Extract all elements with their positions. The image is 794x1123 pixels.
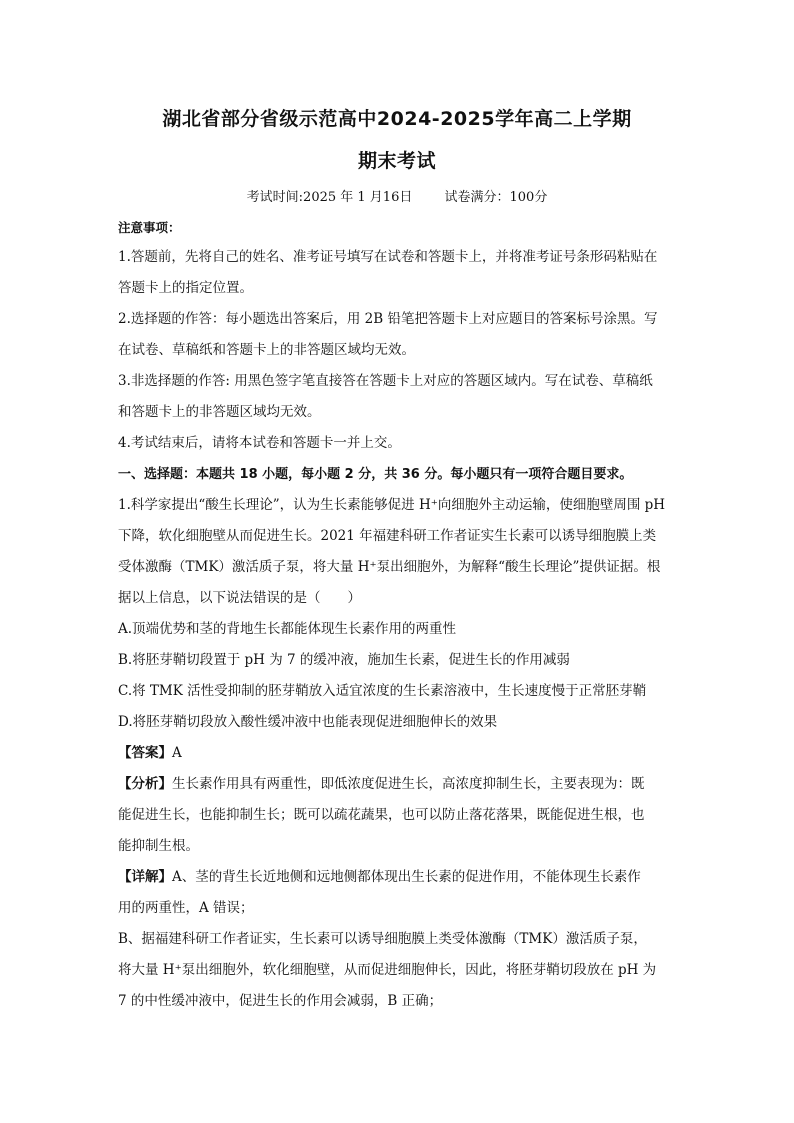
question-stem-line: 1.科学家提出“酸生长理论”，认为生长素能够促进 H⁺向细胞外主动运输，使细胞壁周围 pH — [118, 497, 666, 513]
notice-line: 和答题卡上的非答题区域均无效。 — [118, 404, 321, 420]
detail-line: 7 的中性缓冲液中，促进生长的作用会减弱，B 正确； — [118, 993, 443, 1009]
title-line-2: 期末考试 — [357, 150, 436, 172]
notice-line: 2.选择题的作答：每小题选出答案后，用 2B 铅笔把答题卡上对应题目的答案标号涂黑。写 — [118, 311, 658, 327]
answer-line — [118, 738, 678, 769]
notice-line: 3.非选择题的作答: 用黑色签字笔直接答在答题卡上对应的答题区域内。写在试卷、草稿纸 — [118, 373, 653, 389]
analysis-line: 能抑制生根。 — [118, 838, 199, 854]
full-score: 试卷满分：100分 — [444, 190, 548, 205]
detail-line: 将大量 H⁺泵出细胞外，软化细胞壁，从而促进细胞伸长，因此，将胚芽鞘切段放在 pH 为 — [118, 962, 657, 978]
notice-heading: 注意事项： — [118, 220, 181, 235]
notice-line: 在试卷、草稿纸和答题卡上的非答题区域均无效。 — [118, 342, 415, 358]
analysis-line: 能促进生长，也能抑制生长；既可以疏花蔬果，也可以防止落花落果，既能促进生根，也 — [118, 807, 645, 823]
notice-line: 4.考试结束后，请将本试卷和答题卡一并上交。 — [118, 435, 401, 451]
question-stem-line: 下降，软化细胞壁从而促进生长。2021 年福建科研工作者证实生长素可以诱导细胞膜上类 — [118, 528, 657, 544]
section-heading: 一、选择题：本题共 18 小题，每小题 2 分，共 36 分。每小题只有一项符合题目要求。 — [118, 467, 633, 482]
detail-tag: 【详解】 — [118, 869, 172, 885]
notice-line: 1.答题前，先将自己的姓名、准考证号填写在试卷和答题卡上，并将准考证号条形码粘贴在 — [118, 249, 658, 265]
analysis-line — [118, 769, 678, 800]
detail-line: 用的两重性，A 错误； — [118, 900, 254, 916]
answer-value: A — [172, 745, 182, 761]
answer-tag: 【答案】 — [118, 745, 172, 761]
option-b: B.将胚芽鞘切段置于 pH 为 7 的缓冲液，施加生长素，促进生长的作用减弱 — [118, 652, 570, 668]
question-stem-line: 受体激酶（TMK）激活质子泵，将大量 H⁺泵出细胞外，为解释“酸生长理论”提供证据。根 — [118, 559, 661, 575]
option-c: C.将 TMK 活性受抑制的胚芽鞘放入适宜浓度的生长素溶液中，生长速度慢于正常胚芽鞘 — [118, 683, 647, 699]
detail-text: A、茎的背生长近地侧和远地侧都体现出生长素的促进作用，不能体现生长素作 — [172, 869, 641, 885]
exam-time: 考试时间:2025 年 1 月16日 — [246, 190, 413, 205]
option-a: A.顶端优势和茎的背地生长都能体现生长素作用的两重性 — [118, 621, 457, 637]
exam-meta — [0, 186, 794, 205]
option-d: D.将胚芽鞘切段放入酸性缓冲液中也能表现促进细胞伸长的效果 — [118, 714, 498, 730]
detail-line: B、据福建科研工作者证实，生长素可以诱导细胞膜上类受体激酶（TMK）激活质子泵， — [118, 931, 647, 947]
analysis-tag: 【分析】 — [118, 776, 172, 792]
title-line-1: 湖北省部分省级示范高中2024-2025学年高二上学期 — [162, 108, 632, 130]
question-stem-line: 据以上信息，以下说法错误的是（ ） — [118, 590, 361, 606]
notice-line: 答题卡上的指定位置。 — [118, 280, 253, 296]
detail-line — [118, 862, 678, 893]
analysis-text: 生长素作用具有两重性，即低浓度促进生长，高浓度抑制生长，主要表现为：既 — [172, 776, 645, 792]
document-body — [118, 218, 678, 1017]
